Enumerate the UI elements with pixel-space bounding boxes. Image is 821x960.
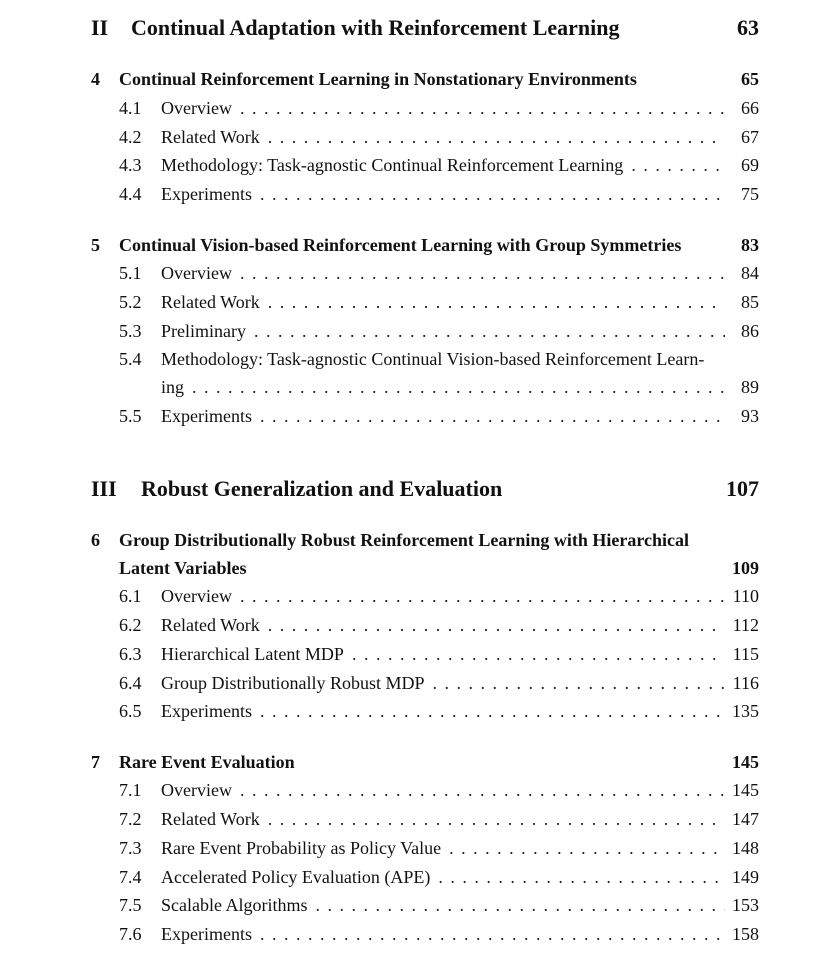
section-page-number: 153 [732, 895, 759, 915]
section-page-number: 66 [741, 98, 759, 118]
dot-leader [240, 780, 725, 801]
dot-leader [260, 701, 725, 722]
section-number: 4.3 [119, 155, 142, 175]
section-page-number: 67 [741, 127, 759, 147]
dot-leader [260, 924, 725, 945]
chapter-title: Continual Vision-based Reinforcement Learning with Group Symmetries [119, 235, 682, 255]
part-title: Robust Generalization and Evaluation [141, 476, 503, 501]
section-page-number: 135 [732, 701, 759, 721]
toc-chapter-heading[interactable] [91, 235, 759, 259]
section-title: Rare Event Probability as Policy Value [161, 838, 442, 858]
section-title: Experiments [161, 924, 252, 944]
toc-section-entry[interactable] [119, 701, 759, 725]
part-page-number: 63 [737, 15, 759, 40]
part-page-number: 107 [726, 476, 759, 501]
section-title: Preliminary [161, 321, 246, 341]
chapter-number: 4 [91, 69, 100, 89]
section-page-number: 84 [741, 263, 759, 283]
section-page-number: 110 [732, 586, 759, 606]
toc-section-entry[interactable] [119, 292, 759, 316]
part-number: II [91, 15, 109, 40]
section-page-number: 69 [741, 155, 759, 175]
section-page-number: 75 [741, 184, 759, 204]
section-title: Hierarchical Latent MDP [161, 644, 344, 664]
section-page-number: 115 [732, 644, 759, 664]
section-page-number: 147 [732, 809, 759, 829]
toc-section-entry[interactable] [119, 895, 759, 919]
toc-chapter-heading[interactable] [91, 69, 759, 93]
section-number: 5.1 [119, 263, 142, 283]
section-page-number: 89 [741, 377, 759, 397]
chapter-page-number: 109 [732, 558, 759, 578]
section-number: 7.4 [119, 867, 142, 887]
section-title: Related Work [161, 809, 260, 829]
toc-section-entry[interactable] [119, 586, 759, 610]
chapter-title: Continual Reinforcement Learning in Nonstationary Environments [119, 69, 637, 89]
dot-leader [240, 263, 725, 284]
dot-leader [438, 867, 725, 888]
section-number: 5.3 [119, 321, 142, 341]
section-page-number: 112 [732, 615, 759, 635]
section-title: Group Distributionally Robust MDP [161, 673, 425, 693]
toc-section-entry[interactable] [119, 349, 759, 373]
section-title: Related Work [161, 615, 260, 635]
section-title: Scalable Algorithms [161, 895, 308, 915]
toc-chapter-heading[interactable] [91, 752, 759, 776]
chapter-page-number: 65 [741, 69, 759, 89]
section-number: 6.5 [119, 701, 142, 721]
dot-leader [268, 127, 725, 148]
section-number: 4.2 [119, 127, 142, 147]
section-number: 4.4 [119, 184, 142, 204]
toc-section-entry[interactable] [119, 615, 759, 639]
section-number: 5.5 [119, 406, 142, 426]
section-number: 6.3 [119, 644, 142, 664]
dot-leader [433, 673, 725, 694]
dot-leader [268, 809, 725, 830]
section-title: Experiments [161, 184, 252, 204]
dot-leader [631, 155, 725, 176]
dot-leader [352, 644, 725, 665]
chapter-number: 6 [91, 530, 100, 550]
toc-section-entry[interactable] [119, 838, 759, 862]
dot-leader [260, 184, 725, 205]
toc-section-entry[interactable] [119, 321, 759, 345]
part-title: Continual Adaptation with Reinforcement Learning [131, 15, 620, 40]
section-title-continuation: ing [161, 377, 185, 397]
dot-leader [254, 321, 725, 342]
dot-leader [449, 838, 725, 859]
toc-section-entry[interactable] [119, 809, 759, 833]
section-page-number: 85 [741, 292, 759, 312]
chapter-number: 7 [91, 752, 100, 772]
chapter-title: Group Distributionally Robust Reinforcement Learning with Hierarchical [119, 530, 689, 550]
section-number: 6.2 [119, 615, 142, 635]
section-page-number: 86 [741, 321, 759, 341]
section-page-number: 116 [732, 673, 759, 693]
chapter-number: 5 [91, 235, 100, 255]
dot-leader [192, 377, 725, 398]
dot-leader [315, 895, 725, 916]
chapter-title: Rare Event Evaluation [119, 752, 295, 772]
toc-section-entry[interactable] [119, 867, 759, 891]
section-page-number: 158 [732, 924, 759, 944]
section-title: Related Work [161, 292, 260, 312]
section-title: Experiments [161, 406, 252, 426]
section-number: 7.3 [119, 838, 142, 858]
dot-leader [240, 586, 725, 607]
section-page-number: 145 [732, 780, 759, 800]
toc-part-heading[interactable] [91, 476, 759, 506]
section-number: 7.1 [119, 780, 142, 800]
toc-chapter-heading-continuation[interactable] [91, 558, 759, 582]
toc-section-entry[interactable] [119, 406, 759, 430]
dot-leader [268, 292, 725, 313]
dot-leader [268, 615, 725, 636]
section-number: 7.2 [119, 809, 142, 829]
toc-section-entry[interactable] [119, 924, 759, 948]
section-number: 4.1 [119, 98, 142, 118]
toc-chapter-heading[interactable] [91, 530, 759, 554]
section-page-number: 149 [732, 867, 759, 887]
section-number: 6.1 [119, 586, 142, 606]
toc-section-entry[interactable] [119, 155, 759, 179]
section-title: Related Work [161, 127, 260, 147]
toc-part-heading[interactable] [91, 15, 759, 45]
chapter-page-number: 83 [741, 235, 759, 255]
toc-section-entry-continuation[interactable] [161, 377, 759, 401]
section-title: Methodology: Task-agnostic Continual Vision-based Reinforcement Learn- [161, 349, 705, 369]
section-number: 6.4 [119, 673, 142, 693]
section-number: 5.2 [119, 292, 142, 312]
section-title: Accelerated Policy Evaluation (APE) [161, 867, 431, 887]
section-title: Overview [161, 586, 232, 606]
section-number: 7.5 [119, 895, 142, 915]
section-title: Overview [161, 98, 232, 118]
section-title: Overview [161, 263, 232, 283]
toc-section-entry[interactable] [119, 644, 759, 668]
toc-section-entry[interactable] [119, 98, 759, 122]
section-page-number: 148 [732, 838, 759, 858]
section-page-number: 93 [741, 406, 759, 426]
toc-section-entry[interactable] [119, 673, 759, 697]
section-title: Experiments [161, 701, 252, 721]
toc-section-entry[interactable] [119, 263, 759, 287]
toc-section-entry[interactable] [119, 780, 759, 804]
section-title: Overview [161, 780, 232, 800]
dot-leader [260, 406, 725, 427]
section-number: 5.4 [119, 349, 142, 369]
toc-section-entry[interactable] [119, 184, 759, 208]
chapter-title-continuation: Latent Variables [119, 558, 247, 578]
chapter-page-number: 145 [732, 752, 759, 772]
section-number: 7.6 [119, 924, 142, 944]
section-title: Methodology: Task-agnostic Continual Reinforcement Learning [161, 155, 624, 175]
dot-leader [240, 98, 725, 119]
part-number: III [91, 476, 117, 501]
toc-section-entry[interactable] [119, 127, 759, 151]
